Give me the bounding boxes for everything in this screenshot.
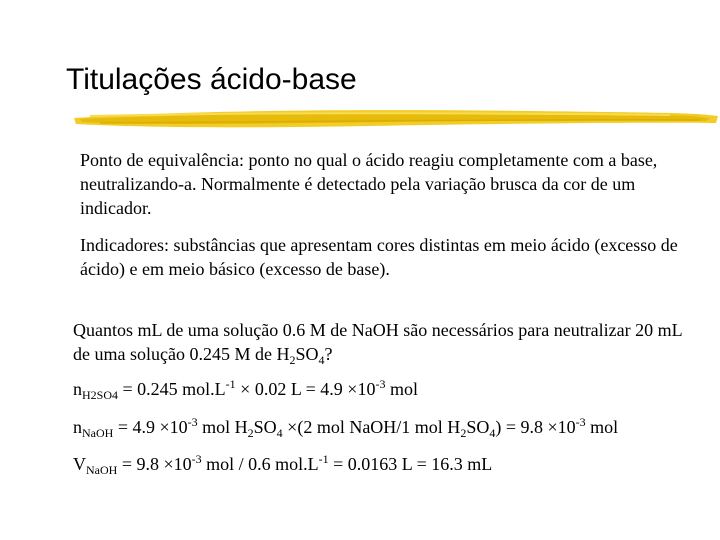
equation-moles-h2so4: $n_{H2SO4} = 0.245$ $mol.L^{-1} \times 0.02$ $L = 4.9 \times 10^{-3}$ mol	[73, 377, 418, 402]
equation-moles-naoh: $n_{NaOH} = 4.9 \times 10^{-3}$ mol $H_2SO_4 \times(2$ mol NaOH/1 mol $H_2SO_4) = 9.8 \times 10^{-3}$ mol	[73, 415, 619, 440]
question-text: Quantos mL de uma solução 0.6 M de NaOH são necessários para neutralizar 20 mL de uma solução 0.245 M de $H_2SO_4$?	[73, 320, 682, 367]
slide-title: Titulações ácido-base	[66, 63, 357, 96]
paragraph-equivalence-point: Ponto de equivalência: ponto no qual o ácido reagiu completamente com a base, neutralizando-a. Normalmente é detectado pela variação brusca da cor de um indicador.	[80, 150, 658, 218]
title-underline-brush	[70, 104, 720, 132]
equation-volume-naoh: $V_{NaOH} = 9.8 \times 10^{-3}$ mol / 0.6 $mol.L^{-1} = 0.0163$ L = 16.3 mL	[73, 452, 493, 477]
paragraph-indicators: Indicadores: substâncias que apresentam cores distintas em meio ácido (excesso de ácido) e em meio básico (excesso de base).	[80, 235, 678, 279]
